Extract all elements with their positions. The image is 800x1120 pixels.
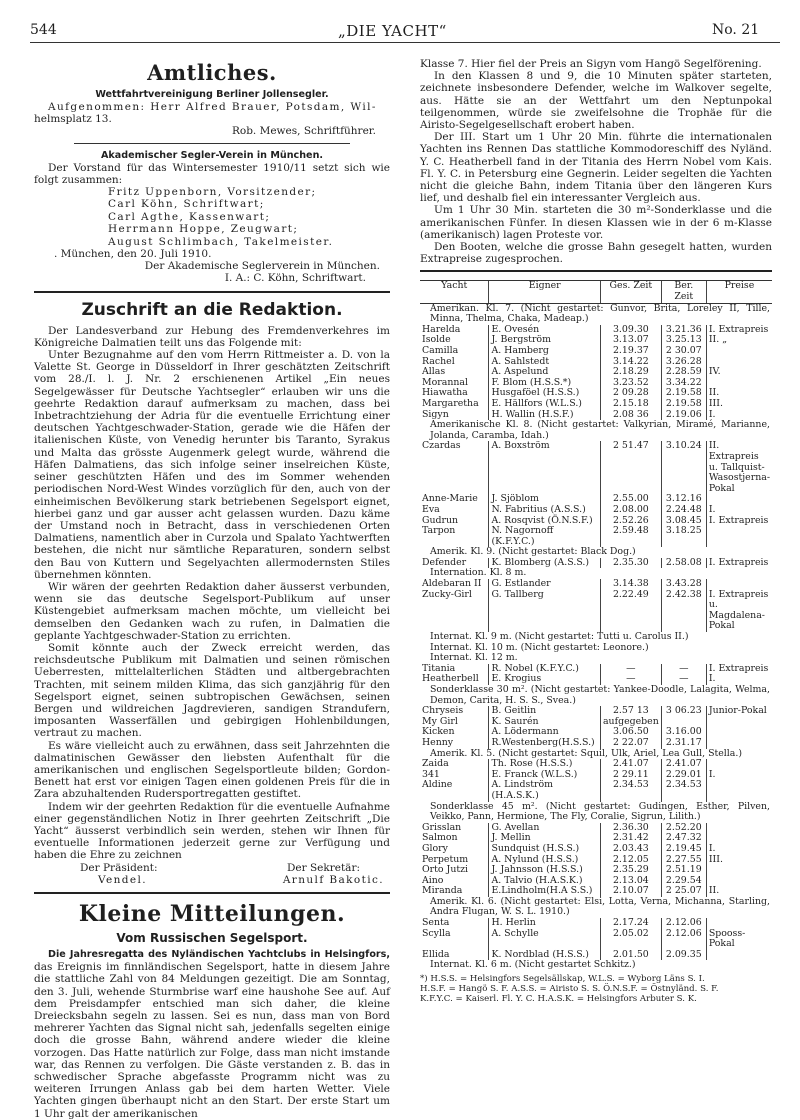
prize-cell: II. [706, 886, 772, 897]
total-time-cell: 3.06.50 [600, 727, 661, 738]
paragraph: Wir wären der geehrten Redaktion daher äusserst verbunden, wenn sie das deutsche Segelsport-Publikum auf unser Küstengebiet aufmerksam machen möchte, um vielleicht bei demselben den Gedanken wach zu rufen, in Dalmatien die geplante Yachtgeschwader-Station zu errichten. [34, 580, 390, 642]
yacht-cell: Orto Jutzi [422, 864, 469, 876]
corrected-time-cell: 2.19.45 [661, 844, 706, 855]
table-row [420, 780, 772, 801]
org1-signature: Rob. Mewes, Schriftführer. [231, 125, 376, 138]
corrected-time-cell: 3.10.24 [661, 441, 706, 494]
prize-cell [706, 738, 772, 749]
total-time-cell: 2.31.42 [600, 833, 661, 844]
owner-cell: H. Wallin (H.S.F.) [489, 410, 601, 421]
yacht-cell: Eva [422, 503, 440, 515]
table-row [420, 929, 772, 950]
corrected-time-cell: 3.25.13 [661, 335, 706, 346]
divider [74, 143, 350, 144]
section-label: Amerikanische Kl. 8. (Nicht gestartet: Valkyrian, Miramé, Marianne, Jolanda, Caramba, Idah.) [430, 419, 770, 441]
table-row [420, 441, 772, 494]
total-time-cell: 2.12.05 [600, 855, 661, 866]
org2-intro: Der Vorstand für das Wintersemester 1910/11 setzt sich wie folgt zusammen: [34, 161, 390, 186]
yacht-cell: Gudrun [422, 514, 459, 526]
table-row [420, 516, 772, 527]
yacht-cell: Henny [422, 736, 454, 748]
section-row [420, 685, 772, 706]
corrected-time-cell: 2.31.17 [661, 738, 706, 749]
paragraph: Indem wir der geehrten Redaktion für die eventuelle Aufnahme einer gegenständlichen Notiz in Ihrer geehrten Zeitschrift „Die Yacht“ äusserst verbindlich sein werden, stehen wir Ihnen für eventuelle Informationen jederzeit gerne zur Verfügung und haben die Ehre zu zeichnen [34, 800, 390, 862]
corrected-time-cell: 2.52.20 [661, 823, 706, 834]
corrected-time-cell: 2.19.06 [661, 410, 706, 421]
org1-line1: Aufgenommen: Herr Alfred Brauer, Potsdam, Wil- [48, 101, 377, 113]
paragraph: Den Booten, welche die grosse Bahn gesegelt hatten, wurden Extrapreise zugesprochen. [420, 241, 772, 266]
total-time-cell: 2.08.00 [600, 505, 661, 516]
table-row [420, 706, 772, 717]
table-row [420, 738, 772, 749]
yacht-cell: Isolde [422, 334, 451, 346]
total-time-cell: 2.35.29 [600, 865, 661, 876]
list-item: Fritz Uppenborn, Vorsitzender; [108, 186, 317, 199]
list-item: Carl Köhn, Schriftwart; [108, 198, 265, 211]
klein-lead: Die Jahresregatta des Nyländischen Yachtclubs in Helsingfors, [48, 949, 390, 960]
owner-cell: J. Jahnsson (H.S.S.) [489, 865, 601, 876]
yacht-cell: Perpetum [422, 853, 469, 865]
owner-cell: A. Boxström [489, 441, 601, 494]
magazine-title: „DIE YACHT“ [338, 22, 447, 40]
corrected-time-cell: 3 06.23 [661, 706, 706, 717]
yacht-cell: Harelda [422, 323, 461, 335]
yacht-cell: Chryseis [422, 705, 464, 717]
yacht-cell: Rachel [422, 355, 455, 367]
section-label: Amerik. Kl. 6. (Nicht gestartet: Elsi, Lotta, Verna, Michanna, Starling, Andra Flugan, W. S. L. 1910.) [430, 895, 770, 918]
prize-cell [706, 759, 772, 770]
prize-cell: Junior-Pokal [706, 706, 772, 717]
owner-cell: F. Blom (H.S.S.*) [489, 378, 601, 389]
col-preise: Preise [706, 281, 772, 303]
yacht-cell: Allas [422, 366, 446, 378]
owner-cell: J. Mellin [489, 833, 601, 844]
paragraph: Es wäre vielleicht auch zu erwähnen, dass seit Jahrzehnten die dalmatinischen Gewässer den liebsten Aufenthalt für die amerikanischen und englischen Segelsportleute bilden; Gordon-Benett hat erst vor einigen Tagen einen goldenen Preis für die in Zara abzuhaltenden Rudersportregatten gestiftet. [34, 739, 390, 801]
corrected-time-cell: 2.41.07 [661, 759, 706, 770]
yacht-cell: Morannal [422, 376, 468, 388]
owner-cell: Sundquist (H.S.S.) [489, 844, 601, 855]
yacht-cell: Sigyn [422, 408, 449, 420]
corrected-time-cell: 2 30.07 [661, 346, 706, 357]
table-row [420, 727, 772, 738]
owner-cell: N. Nagornoff (K.F.Y.C.) [489, 526, 601, 547]
section-row [420, 303, 772, 325]
prize-cell: III. [706, 399, 772, 410]
section-row [420, 897, 772, 918]
corrected-time-cell: 2.09.35 [661, 950, 706, 961]
table-row [420, 399, 772, 410]
total-time-cell: 2.57 13 [600, 706, 661, 717]
table-row [420, 494, 772, 505]
total-time-cell: 3.09.30 [600, 325, 661, 336]
yacht-cell: Anne-Marie [422, 493, 478, 505]
total-time-cell: 3.13.07 [600, 335, 661, 346]
table-header-row [420, 281, 772, 303]
prize-cell: I. [706, 844, 772, 855]
prize-cell [706, 526, 772, 547]
total-time-cell: aufgegeben [600, 717, 661, 728]
owner-cell: A. Rosqvist (Ö.N.S.F.) [489, 516, 601, 527]
col-ges: Ges. Zeit [600, 281, 661, 303]
list-item: Carl Agthe, Kassenwart; [108, 210, 271, 223]
yacht-cell: Senta [422, 917, 450, 929]
owner-cell: R. Nobel (K.F.Y.C.) [489, 664, 601, 675]
corrected-time-cell: 2.24.48 [661, 505, 706, 516]
owner-cell: K. Saurén [489, 717, 601, 728]
corrected-time-cell: 3.12.16 [661, 494, 706, 505]
total-time-cell: 2.22.49 [600, 590, 661, 632]
table-row [420, 770, 772, 781]
yacht-cell: Aldine [422, 779, 453, 791]
table-row [420, 717, 772, 728]
total-time-cell: 2.01.50 [600, 950, 661, 961]
prize-cell: III. [706, 855, 772, 866]
yacht-cell: Czardas [422, 440, 461, 452]
corrected-time-cell: 2.27.55 [661, 855, 706, 866]
prize-cell [706, 727, 772, 738]
section-label: Internat. Kl. 9 m. (Nicht gestartet: Tutti u. Carolus II.) [430, 631, 689, 643]
owner-cell: A. Lödermann [489, 727, 601, 738]
corrected-time-cell: 2.29.01 [661, 770, 706, 781]
section-rule [34, 291, 390, 293]
prize-cell [706, 780, 772, 801]
amtliches-heading: Amtliches. [147, 60, 277, 85]
owner-cell: E. Krogius [489, 674, 601, 685]
total-time-cell: 2.15.18 [600, 399, 661, 410]
secretary-label: Der Sekretär: [286, 861, 360, 874]
klein-paragraph [34, 948, 390, 1120]
prize-cell: I. [706, 505, 772, 516]
section-row [420, 960, 772, 971]
total-time-cell: 2.03.43 [600, 844, 661, 855]
board-list [34, 186, 390, 248]
yacht-cell: Zaida [422, 758, 449, 770]
yacht-cell: Aino [422, 874, 444, 886]
owner-cell: A. Aspelund [489, 367, 601, 378]
header-rule [30, 42, 780, 43]
total-time-cell: 3.14.38 [600, 579, 661, 590]
prize-cell: I. [706, 770, 772, 781]
total-time-cell: 2.59.48 [600, 526, 661, 547]
table-row [420, 505, 772, 516]
yacht-cell: My Girl [422, 715, 458, 727]
yacht-cell: Salmon [422, 832, 458, 844]
prize-cell: Spooss-Pokal [706, 929, 772, 950]
date-line: . München, den 20. Juli 1910. [54, 248, 212, 261]
paragraph: Der III. Start um 1 Uhr 20 Min. führte die internationalen Yachten ins Rennen Das stattliche Kommodoreschiff des Nyländ. Y. C. Heatherbell fand in der Titania des Herrn Nobel vom Kais. Fl. Y. C. in Petersburg eine Gegnerin. Leider segelten die Yachten nicht die gleiche Bahn, indem Titania über den längeren Kurs lief, und deshalb fiel ein interessanter Vergleich aus. [420, 131, 772, 205]
owner-cell: H. Herlin [489, 918, 601, 929]
prize-cell: IV. [706, 367, 772, 378]
table-row [420, 526, 772, 547]
yacht-cell: Titania [422, 662, 456, 674]
klein-heading: Kleine Mitteilungen. [78, 901, 346, 927]
owner-cell: A. Schylle [489, 929, 601, 950]
yacht-cell: Aldebaran II [422, 578, 482, 590]
section-rule [34, 892, 390, 894]
total-time-cell: 2.05.02 [600, 929, 661, 950]
owner-cell: A. Lindström (H.A.S.K.) [489, 780, 601, 801]
prize-cell [706, 494, 772, 505]
owner-cell: A. Talvio (H.A.S.K.) [489, 876, 601, 887]
signature-labels [34, 862, 390, 874]
corrected-time-cell: 2.19.58 [661, 388, 706, 399]
paragraph: Der Landesverband zur Hebung des Fremdenverkehres im Königreiche Dalmatien teilt uns das Folgende mit: [34, 324, 390, 349]
list-item: Herrmann Hoppe, Zeugwart; [108, 223, 299, 236]
list-item: August Schlimbach, Takelmeister. [108, 235, 334, 248]
yacht-cell: Defender [422, 556, 467, 568]
total-time-cell: 2.13.04 [600, 876, 661, 887]
yacht-cell: Hiawatha [422, 387, 468, 399]
corrected-time-cell: 2.34.53 [661, 780, 706, 801]
zuschrift-heading: Zuschrift an die Redaktion. [81, 299, 343, 320]
corrected-time-cell: 2.29.54 [661, 876, 706, 887]
footnote: K.F.Y.C. = Kaiserl. Fl. Y. C. H.A.S.K. = Helsingfors Arbuter S. K. [420, 994, 697, 1005]
table-row [420, 590, 772, 632]
prize-cell: I. Extrapreis [706, 558, 772, 569]
corrected-time-cell: 3.26.28 [661, 357, 706, 368]
owner-cell: N. Fabritius (A.S.S.) [489, 505, 601, 516]
yacht-cell: Camilla [422, 345, 459, 357]
corrected-time-cell: 2.51.19 [661, 865, 706, 876]
footnotes [420, 974, 772, 1004]
prize-cell [706, 950, 772, 961]
table-row [420, 367, 772, 378]
closing-line1: Der Akademische Seglerverein in München. [144, 260, 380, 273]
prize-cell: I. Extrapreis [706, 325, 772, 336]
prize-cell: I. Extrapreis [706, 516, 772, 527]
total-time-cell: 2.36.30 [600, 823, 661, 834]
table-row [420, 876, 772, 887]
total-time-cell: 3.23.52 [600, 378, 661, 389]
yacht-cell: Glory [422, 842, 448, 854]
corrected-time-cell: 2.42.38 [661, 590, 706, 632]
section-label: Internat. Kl. 10 m. (Nicht gestartet: Leonore.) [430, 641, 649, 653]
section-label: Amerikan. Kl. 7. (Nicht gestartet: Gunvor, Brita, Loreley II, Tille, Minna, Thelma, Chaka, Madeap.) [430, 302, 770, 325]
total-time-cell: 2.35.30 [600, 558, 661, 569]
total-time-cell: 2.52.26 [600, 516, 661, 527]
prize-cell: II. [706, 388, 772, 399]
prize-cell: I. [706, 410, 772, 421]
owner-cell: A. Sahlstedt [489, 357, 601, 368]
org1-heading: Wettfahrtvereinigung Berliner Jollensegler. [95, 89, 329, 100]
owner-cell: R.Westenberg(H.S.S.) [489, 738, 601, 749]
section-label: Sonderklasse 30 m². (Nicht gestartet: Yankee-Doodle, Lalagita, Welma, Demon, Carita, H. S. S., Svea.) [430, 684, 770, 706]
yacht-cell: 341 [422, 768, 440, 780]
section-row [420, 802, 772, 823]
table-row [420, 844, 772, 855]
total-time-cell: 2 51.47 [600, 441, 661, 494]
owner-cell: G. Avellan [489, 823, 601, 834]
total-time-cell: 2.17.24 [600, 918, 661, 929]
corrected-time-cell: 2.58.08 [661, 558, 706, 569]
klein-body: das Ereignis im finnländischen Segelsport, hatte in diesem Jahre die stattliche Zahl von 84 Meldungen gezeitigt. Die am Sonntag, den 3. Juli, wehende Sturmbrise warf eine haushohe See auf. Auf dem Preisdampfer entschied man sich daher, die kleine Dreiecksbahn segeln zu lassen. Sei es nun, dass man von Bord mehrerer Yachten das Signal nicht sah, jedenfalls segelten einige doch die grosse Bahn, während andere wieder die kleine vorzogen. Das Hatte natürlich zur Folge, dass man nicht imstande war, das Rennen zu verfolgen. Die Gäste verstanden z. B. das in schwedischer Sprache abgefasste Programm nicht was zu weiteren Irrungen Anlass gab bei dem harten Wetter. Viele Yachten gingen überhaupt nicht an den Start. Der erste Start um 1 Uhr galt der amerikanischen [34, 961, 390, 1120]
yacht-cell: Ellida [422, 948, 450, 960]
owner-cell: A. Nylund (H.S.S.) [489, 855, 601, 866]
table-row [420, 335, 772, 346]
yacht-cell: Heatherbell [422, 673, 479, 685]
total-time-cell: 2.18.29 [600, 367, 661, 378]
yacht-cell: Zucky-Girl [422, 588, 472, 600]
section-rule [420, 270, 772, 272]
owner-cell: J. Bergström [489, 335, 601, 346]
total-time-cell: 2.41.07 [600, 759, 661, 770]
owner-cell: K. Blomberg (A.S.S.) [489, 558, 601, 569]
total-time-cell: — [600, 674, 661, 685]
page-number: 544 [30, 22, 57, 38]
corrected-time-cell: 2.47.32 [661, 833, 706, 844]
corrected-time-cell: 3.16.00 [661, 727, 706, 738]
table-row [420, 346, 772, 357]
section-label: Sonderklasse 45 m². (Nicht gestartet: Gudingen, Esther, Pilven, Veikko, Pann, Hermione, The Fly, Coralie, Sigrun, Lilith.) [430, 800, 770, 823]
paragraph: Somit könnte auch der Zweck erreicht werden, das reichsdeutsche Publikum mit Dalmatien und seinen römischen Ueberresten, mittelalterlichen Städten und altbergebrachten Trachten, mit seinem milden Klima, das sich ganzjährig für den Segelsport eignet, seinen subtropischen Gewächsen, seinen Bergen und wildreichen Jagdrevieren, sandigen Strandufern, imposanten Wasserfällen und gebirgigen Hohlenbildungen, vertraut zu machen. [34, 641, 390, 740]
section-label: Internation. Kl. 8 m. [430, 567, 527, 579]
paragraph: Unter Bezugnahme auf den vom Herrn Rittmeister a. D. von la Valette St. George in Düsseldorf in Ihrer geschätzten Zeitschrift vom 28./I. l. J. Nr. 2 erschienenen Artikel „Ein neues Segelgewässer für Deutsche Yachtsegler“ erlauben wir uns die geehrte Redaktion darauf aufmerksam zu machen, dass bei Inbetrachtziehung der Adria für die eventuelle Errichtung einer deutschen Yachtgeschwader-Station, gerade wie die Häfen der italienischen Küste, von Venedig herunter bis Taranto, Syrakus und Malta das grösste Augenmerk gelegt wurde, während die Häfen Dalmatiens, das sich infolge seiner inselreichen Küste, seiner geschützten Häfen und des im Sommer wehenden periodischen Nord-West Windes vorzüglich für den, auch von der einheimischen Bevölkerung stark betriebenen Segelsport eignet, hierbei ganz und gar ausser acht gelassen wurden. Dazu käme der Umstand noch in Betracht, dass in verschiedenen Orten Dalmatiens, namentlich aber in Curzola und Spalato Yachtwerften bestehen, die nicht nur sämtliche Reparaturen, sondern selbst den Bau von Kuttern und Segelyachten allermodernsten Stiles übernehmen könnten. [34, 349, 390, 581]
closing-line2: I. A.: C. Köhn, Schriftwart. [224, 272, 366, 285]
corrected-time-cell: 2.19.58 [661, 399, 706, 410]
total-time-cell: 2.10.07 [600, 886, 661, 897]
prize-cell [706, 823, 772, 834]
corrected-time-cell: — [661, 674, 706, 685]
col-eigner: Eigner [489, 281, 601, 303]
prize-cell [706, 346, 772, 357]
owner-cell: G. Estlander [489, 579, 601, 590]
prize-cell [706, 833, 772, 844]
table-row [420, 378, 772, 389]
prize-cell: I. Extrapreis u. Magdalena-Pokal [706, 590, 772, 632]
prize-cell: I. [706, 674, 772, 685]
total-time-cell: 2.55.00 [600, 494, 661, 505]
president-label: Der Präsident: [80, 861, 158, 874]
owner-cell: Husgaföel (H.S.S.) [489, 388, 601, 399]
section-label: Internat. Kl. 12 m. [430, 652, 518, 664]
total-time-cell: 2.19.37 [600, 346, 661, 357]
section-row [420, 420, 772, 441]
yacht-cell: Tarpon [422, 525, 456, 537]
owner-cell: G. Tallberg [489, 590, 601, 632]
prize-cell: II. Extrapreis u. Tallquist-Wasostjerna-Pokal [706, 441, 772, 494]
corrected-time-cell: 3.43.28 [661, 579, 706, 590]
prize-cell [706, 717, 772, 728]
corrected-time-cell: 3.18.25 [661, 526, 706, 547]
owner-cell: Th. Rose (H.S.S.) [489, 759, 601, 770]
section-row [420, 749, 772, 760]
total-time-cell: 2 22.07 [600, 738, 661, 749]
owner-cell: K. Nordblad (H.S.S.) [489, 950, 601, 961]
org2-heading: Akademischer Segler-Verein in München. [100, 149, 324, 161]
owner-cell: A. Hamberg [489, 346, 601, 357]
corrected-time-cell: 2.12.06 [661, 929, 706, 950]
owner-cell: E.Lindholm(H.A S.S.) [489, 886, 601, 897]
corrected-time-cell: 2 25.07 [661, 886, 706, 897]
prize-cell [706, 865, 772, 876]
col-ber: Ber. Zeit [661, 281, 706, 303]
owner-cell: J. Sjöblom [489, 494, 601, 505]
owner-cell: E. Franck (W.L.S.) [489, 770, 601, 781]
total-time-cell: 2.08 36 [600, 410, 661, 421]
right-column [420, 58, 772, 1004]
prize-cell: II. „ [706, 335, 772, 346]
total-time-cell: 2 29.11 [600, 770, 661, 781]
org1-line2: helmsplatz 13. [34, 113, 112, 126]
total-time-cell: 3.14.22 [600, 357, 661, 368]
yacht-cell: Miranda [422, 885, 463, 897]
issue-number: No. 21 [712, 22, 760, 38]
yacht-cell: Margaretha [422, 397, 479, 409]
yacht-cell: Kicken [422, 726, 455, 738]
table-row [420, 759, 772, 770]
prize-cell: I. Extrapreis [706, 664, 772, 675]
owner-cell: E. Hällfors (W.L.S.) [489, 399, 601, 410]
yacht-cell: Grisslan [422, 821, 462, 833]
footnote: H.S.F. = Hangö S. F. A.S.S. = Airisto S. S. Ö.N.S.F. = Östnyländ. S. F. [420, 984, 719, 995]
footnote: *) H.S.S. = Helsingfors Segelsällskap, W.L.S. = Wyborg Läns S. I. [420, 974, 705, 985]
yacht-cell: Scylla [422, 927, 451, 939]
signature-names [34, 874, 390, 886]
owner-cell: E. Ovesén [489, 325, 601, 336]
klein-subheading: Vom Russischen Segelsport. [116, 931, 308, 945]
president-name: Vendel. [98, 873, 148, 886]
table-row [420, 865, 772, 876]
table-row [420, 823, 772, 834]
total-time-cell: 2.34.53 [600, 780, 661, 801]
corrected-time-cell: — [661, 664, 706, 675]
left-column [34, 58, 390, 1120]
section-label: Internat. Kl. 6 m. (Nicht gestartet Schkitz.) [430, 959, 636, 971]
corrected-time-cell: 3.21.36 [661, 325, 706, 336]
secretary-name: Arnulf Bakotic. [282, 873, 384, 886]
results-table [420, 280, 772, 971]
section-label: Amerik. Kl. 9. (Nicht gestartet: Black Dog.) [430, 546, 636, 558]
corrected-time-cell: 3.08.45 [661, 516, 706, 527]
col-yacht: Yacht [420, 281, 489, 303]
corrected-time-cell: 2.12.06 [661, 918, 706, 929]
total-time-cell: — [600, 664, 661, 675]
paragraph: In den Klassen 8 und 9, die 10 Minuten später starteten, zeichnete insbesondere Defender, welche im Walkover segelte, aus. Hätte sie an der Wettfahrt um den Neptunpokal teilgenommen, würde sie zweifelsohne die Trophäe für die Airisto-Segelgesellschaft erobert haben. [420, 70, 772, 132]
corrected-time-cell: 3.34.22 [661, 378, 706, 389]
table-row [420, 855, 772, 866]
section-label: Amerik. Kl. 5. (Nicht gestartet: Squil, Ulk, Ariel, Lea Gull, Stella.) [430, 747, 743, 759]
paragraph: Klasse 7. Hier fiel der Preis an Sigyn vom Hangö Segelförening. [420, 58, 762, 70]
table-row [420, 833, 772, 844]
corrected-time-cell: 2.28.59 [661, 367, 706, 378]
owner-cell: B. Geitlin [489, 706, 601, 717]
paragraph: Um 1 Uhr 30 Min. starteten die 30 m²-Sonderklasse und die amerikanischen Fünfer. In diesen Klassen wie in der 6 m-Klasse (amerikanisch) lagen Proteste vor. [420, 204, 772, 241]
results-body [420, 303, 772, 971]
total-time-cell: 2 09.28 [600, 388, 661, 399]
